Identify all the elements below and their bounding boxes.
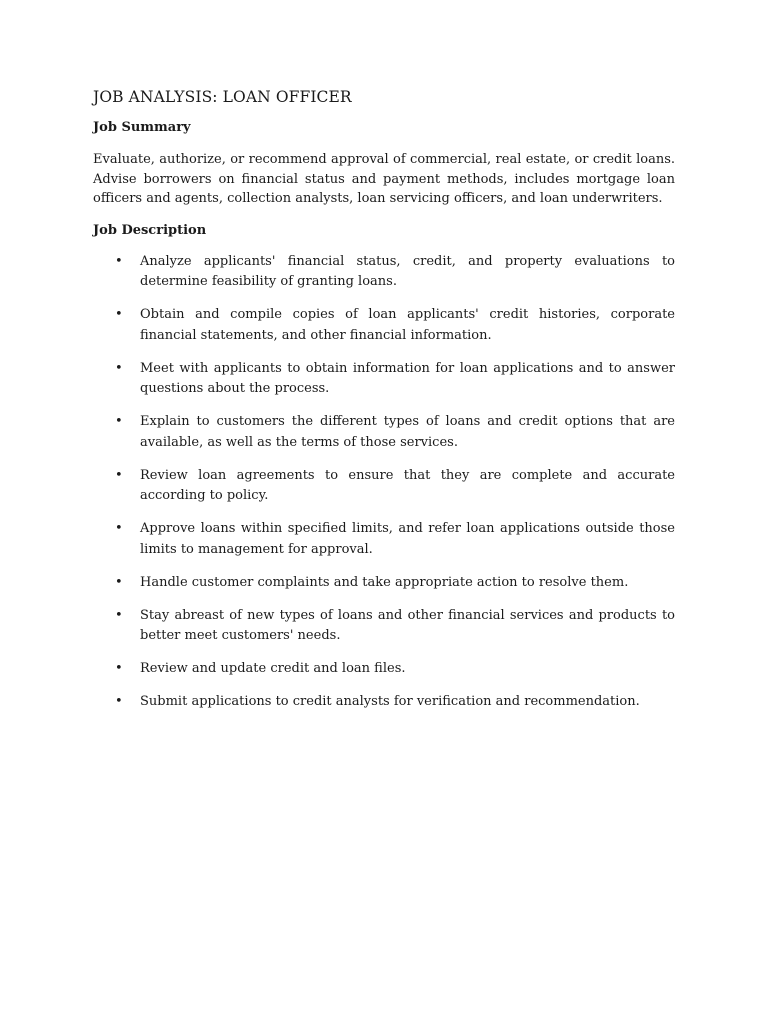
duty-text: Explain to customers the different types of loans and credit options that are available, as well as the terms of those services. xyxy=(140,414,675,450)
bullet-icon: • xyxy=(115,661,123,676)
duty-item xyxy=(93,659,675,680)
bullet-icon: • xyxy=(115,253,123,269)
duty-item xyxy=(93,252,675,293)
document-page xyxy=(93,86,675,725)
duty-text: Stay abreast of new types of loans and other financial services and products to better meet customers' needs. xyxy=(140,607,675,643)
bullet-icon: • xyxy=(115,607,123,623)
bullet-icon: • xyxy=(115,521,123,536)
job-summary-text: Evaluate, authorize, or recommend approval of commercial, real estate, or credit loans. Advise borrowers on financial status and payment methods, includes mortgage loan officers and agents, collection analysts, loan servicing officers, and loan underwriters. xyxy=(93,152,675,206)
duty-text: Approve loans within specified limits, and refer loan applications outside those limits to management for approval. xyxy=(140,521,675,557)
document-title: JOB ANALYSIS: LOAN OFFICER xyxy=(93,88,352,106)
duty-text: Meet with applicants to obtain information for loan applications and to answer questions about the process. xyxy=(140,360,675,396)
duty-item xyxy=(93,305,675,346)
duty-item xyxy=(93,359,675,400)
duty-item xyxy=(93,606,675,647)
bullet-icon: • xyxy=(115,467,123,483)
bullet-icon: • xyxy=(115,307,123,322)
job-duties-list xyxy=(93,252,675,713)
job-description-heading: Job Description xyxy=(93,222,207,238)
bullet-icon: • xyxy=(115,360,123,376)
duty-text: Handle customer complaints and take appropriate action to resolve them. xyxy=(140,574,629,590)
duty-item xyxy=(93,466,675,507)
duty-text: Obtain and compile copies of loan applicants' credit histories, corporate financial statements, and other financial information. xyxy=(140,307,675,343)
duty-item xyxy=(93,692,675,713)
bullet-icon: • xyxy=(115,414,123,429)
duty-item xyxy=(93,573,675,594)
duty-text: Review and update credit and loan files. xyxy=(140,661,406,676)
job-summary-heading: Job Summary xyxy=(93,120,191,135)
bullet-icon: • xyxy=(115,694,123,709)
duty-text: Review loan agreements to ensure that they are complete and accurate according to policy. xyxy=(140,467,675,503)
duty-item xyxy=(93,519,675,560)
duty-text: Submit applications to credit analysts for verification and recommendation. xyxy=(140,694,640,709)
duty-text: Analyze applicants' financial status, credit, and property evaluations to determine feasibility of granting loans. xyxy=(140,253,675,289)
bullet-icon: • xyxy=(115,574,123,590)
duty-item xyxy=(93,412,675,453)
